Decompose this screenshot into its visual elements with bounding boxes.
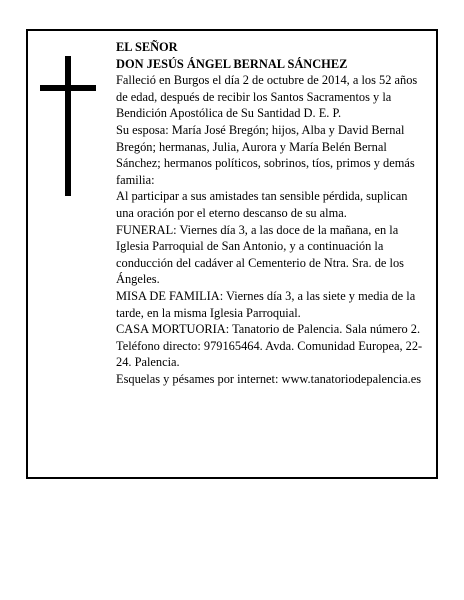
- cross-vertical-bar: [65, 56, 71, 196]
- family-paragraph: Su esposa: María José Bregón; hijos, Alba y David Bernal Bregón; hermanas, Julia, Aurora y María Belén Bernal Sánchez; hermanos políticos, sobrinos, tíos, primos y demás familia:: [116, 122, 415, 187]
- online-condolences-paragraph: Esquelas y pésames por internet: www.tanatoriodepalencia.es: [116, 371, 422, 386]
- notice-title-line2: DON JESÚS ÁNGEL BERNAL SÁNCHEZ: [116, 56, 348, 71]
- funeral-paragraph: FUNERAL: Viernes día 3, a las doce de la mañana, en la Iglesia Parroquial de San Antonio, y a continuación la conducción del cadáver al Cementerio de Ntra. Sra. de los Ángeles.: [116, 222, 404, 287]
- cross-horizontal-bar: [40, 85, 96, 91]
- death-announcement-paragraph: Falleció en Burgos el día 2 de octubre de 2014, a los 52 años de edad, después de recibir los Santos Sacramentos y la Bendición Apostólica de Su Santidad D. E. P.: [116, 73, 418, 121]
- obituary-text: [116, 39, 426, 387]
- prayer-request-paragraph: Al participar a sus amistades tan sensible pérdida, suplican una oración por el eterno descanso de su alma.: [116, 189, 408, 220]
- notice-title-line1: EL SEÑOR: [116, 40, 178, 54]
- funeral-home-paragraph: CASA MORTUORIA: Tanatorio de Palencia. Sala número 2. Teléfono directo: 979165464. Avda. Comunidad Europea, 22-24. Palencia.: [116, 322, 423, 370]
- family-mass-paragraph: MISA DE FAMILIA: Viernes día 3, a las siete y media de la tarde, en la misma Iglesia Parroquial.: [116, 288, 416, 320]
